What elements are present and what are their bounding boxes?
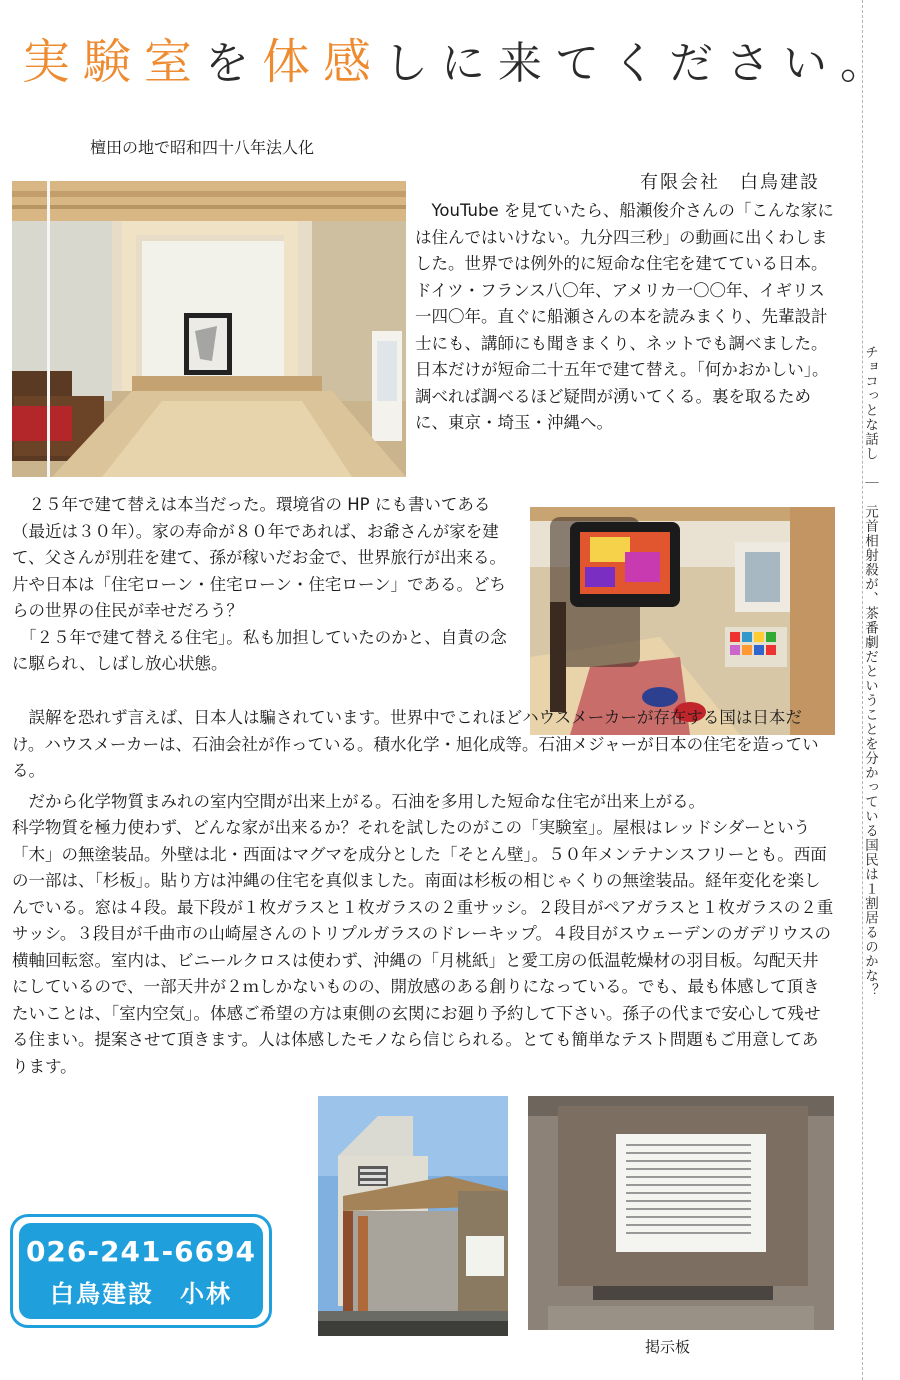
paragraph-5: だから化学物質まみれの室内空間が出来上がる。石油を多用した短命な住宅が出来上がる。: [12, 792, 705, 811]
paragraph-3: 「２５年で建て替える住宅」。私も加担していたのかと、自責の念に駆られ、しばし放心状態。: [12, 627, 507, 673]
paragraph-6: 科学物質を極力使わず、どんな家が出来るか？それを試したのがこの「実験室」。屋根はレッドシダーという「木」の無塗装品。外壁は北・西面はマグマを成分とした「そとん壁」。５０年メンテナンスフリーとも。西面の一部は、「杉板」。貼り方は沖縄の住宅を真似ました。南面は杉板の相じゃくりの無塗装品。経年変化を楽しんでいる。窓は４段。最下段が１枚ガラスと１枚ガラスの２重サッシ。２段目がペアガラスと１枚ガラスの２重サッシ。３段目が千曲市の山崎屋さんのトリプルガラスのドレーキップ。４段目がスウェーデンのガデリウスの横軸回転窓。室内は、ビニールクロスは使わず、沖縄の「月桃紙」と愛工房の低温乾燥材の羽目板。勾配天井にしているので、一部天井が２ｍしかないものの、開放感のある創りになっている。でも、最も体感して頂きたいことは、「室内空気」。体感ご希望の方は東側の玄関にお廻り予約して下さい。孫子の代まで安心して残せる住まい。提案させて頂きます。人は体感したモノなら信じられる。とても簡単なテスト問題もご用意してあります。: [12, 818, 834, 1076]
company-name: 有限会社 白鳥建設: [640, 172, 820, 193]
contact-box: [10, 1214, 272, 1328]
phone-number: 026-241-6694: [25, 1235, 257, 1268]
text-column-2: [12, 492, 520, 678]
title-part-2: を: [205, 38, 263, 89]
title-part-4: しに来てください。: [384, 38, 898, 89]
notice-board-photo: [528, 1096, 834, 1330]
title-part-1: 実験室: [22, 34, 206, 90]
subtitle: 檀田の地で昭和四十八年法人化: [90, 138, 315, 157]
board-caption: 掲示板: [645, 1338, 691, 1356]
paragraph-1: YouTube を見ていたら、船瀬俊介さんの「こんな家には住んではいけない。九分四三秒」の動画に出くわしました。世界では例外的に短命な住宅を建てている日本。ドイツ・フランス八〇年、アメリカ一〇〇年、イギリス一四〇年。直ぐに船瀬さんの本を読みまくり、先輩設計士にも、講師にも聞きまくり、ネットでも調べました。日本だけが短命二十五年で建て替え。「何かおかしい」。調べれば調べるほど疑問が湧いてくる。裏を取るために、東京・埼玉・沖縄へ。: [415, 201, 834, 432]
title-part-3: 体感: [262, 34, 385, 90]
page-title: [22, 34, 898, 90]
contact-name: 白鳥建設 小林: [50, 1280, 232, 1308]
paragraph-2: ２５年で建て替えは本当だった。環境省の HP にも書いてある（最近は３０年）。家の寿命が８０年であれば、お爺さんが家を建て、父さんが別荘を建て、孫が稼いだお金で、世界旅行が出来る。片や日本は「住宅ローン・住宅ローン・住宅ローン」である。どちらの世界の住民が幸せだろう？: [12, 495, 507, 620]
paragraph-4: 誤解を恐れず言えば、日本人は騙されています。世界中でこれほどハウスメーカーが存在する国は日本だけ。ハウスメーカーは、石油会社が作っている。積水化学・旭化成等。石油メジャーが日本の住宅を造っている。: [12, 708, 819, 780]
exterior-building-photo: [318, 1096, 508, 1336]
thermal-camera-photo: [530, 507, 835, 735]
contact-box-inner: [19, 1223, 263, 1319]
interior-room-photo: [12, 181, 406, 477]
side-column-text: チョコっとな話し ｜ 元首相射殺が、茶番劇だということを分かっている国民は１割居るのかな？: [862, 345, 878, 998]
